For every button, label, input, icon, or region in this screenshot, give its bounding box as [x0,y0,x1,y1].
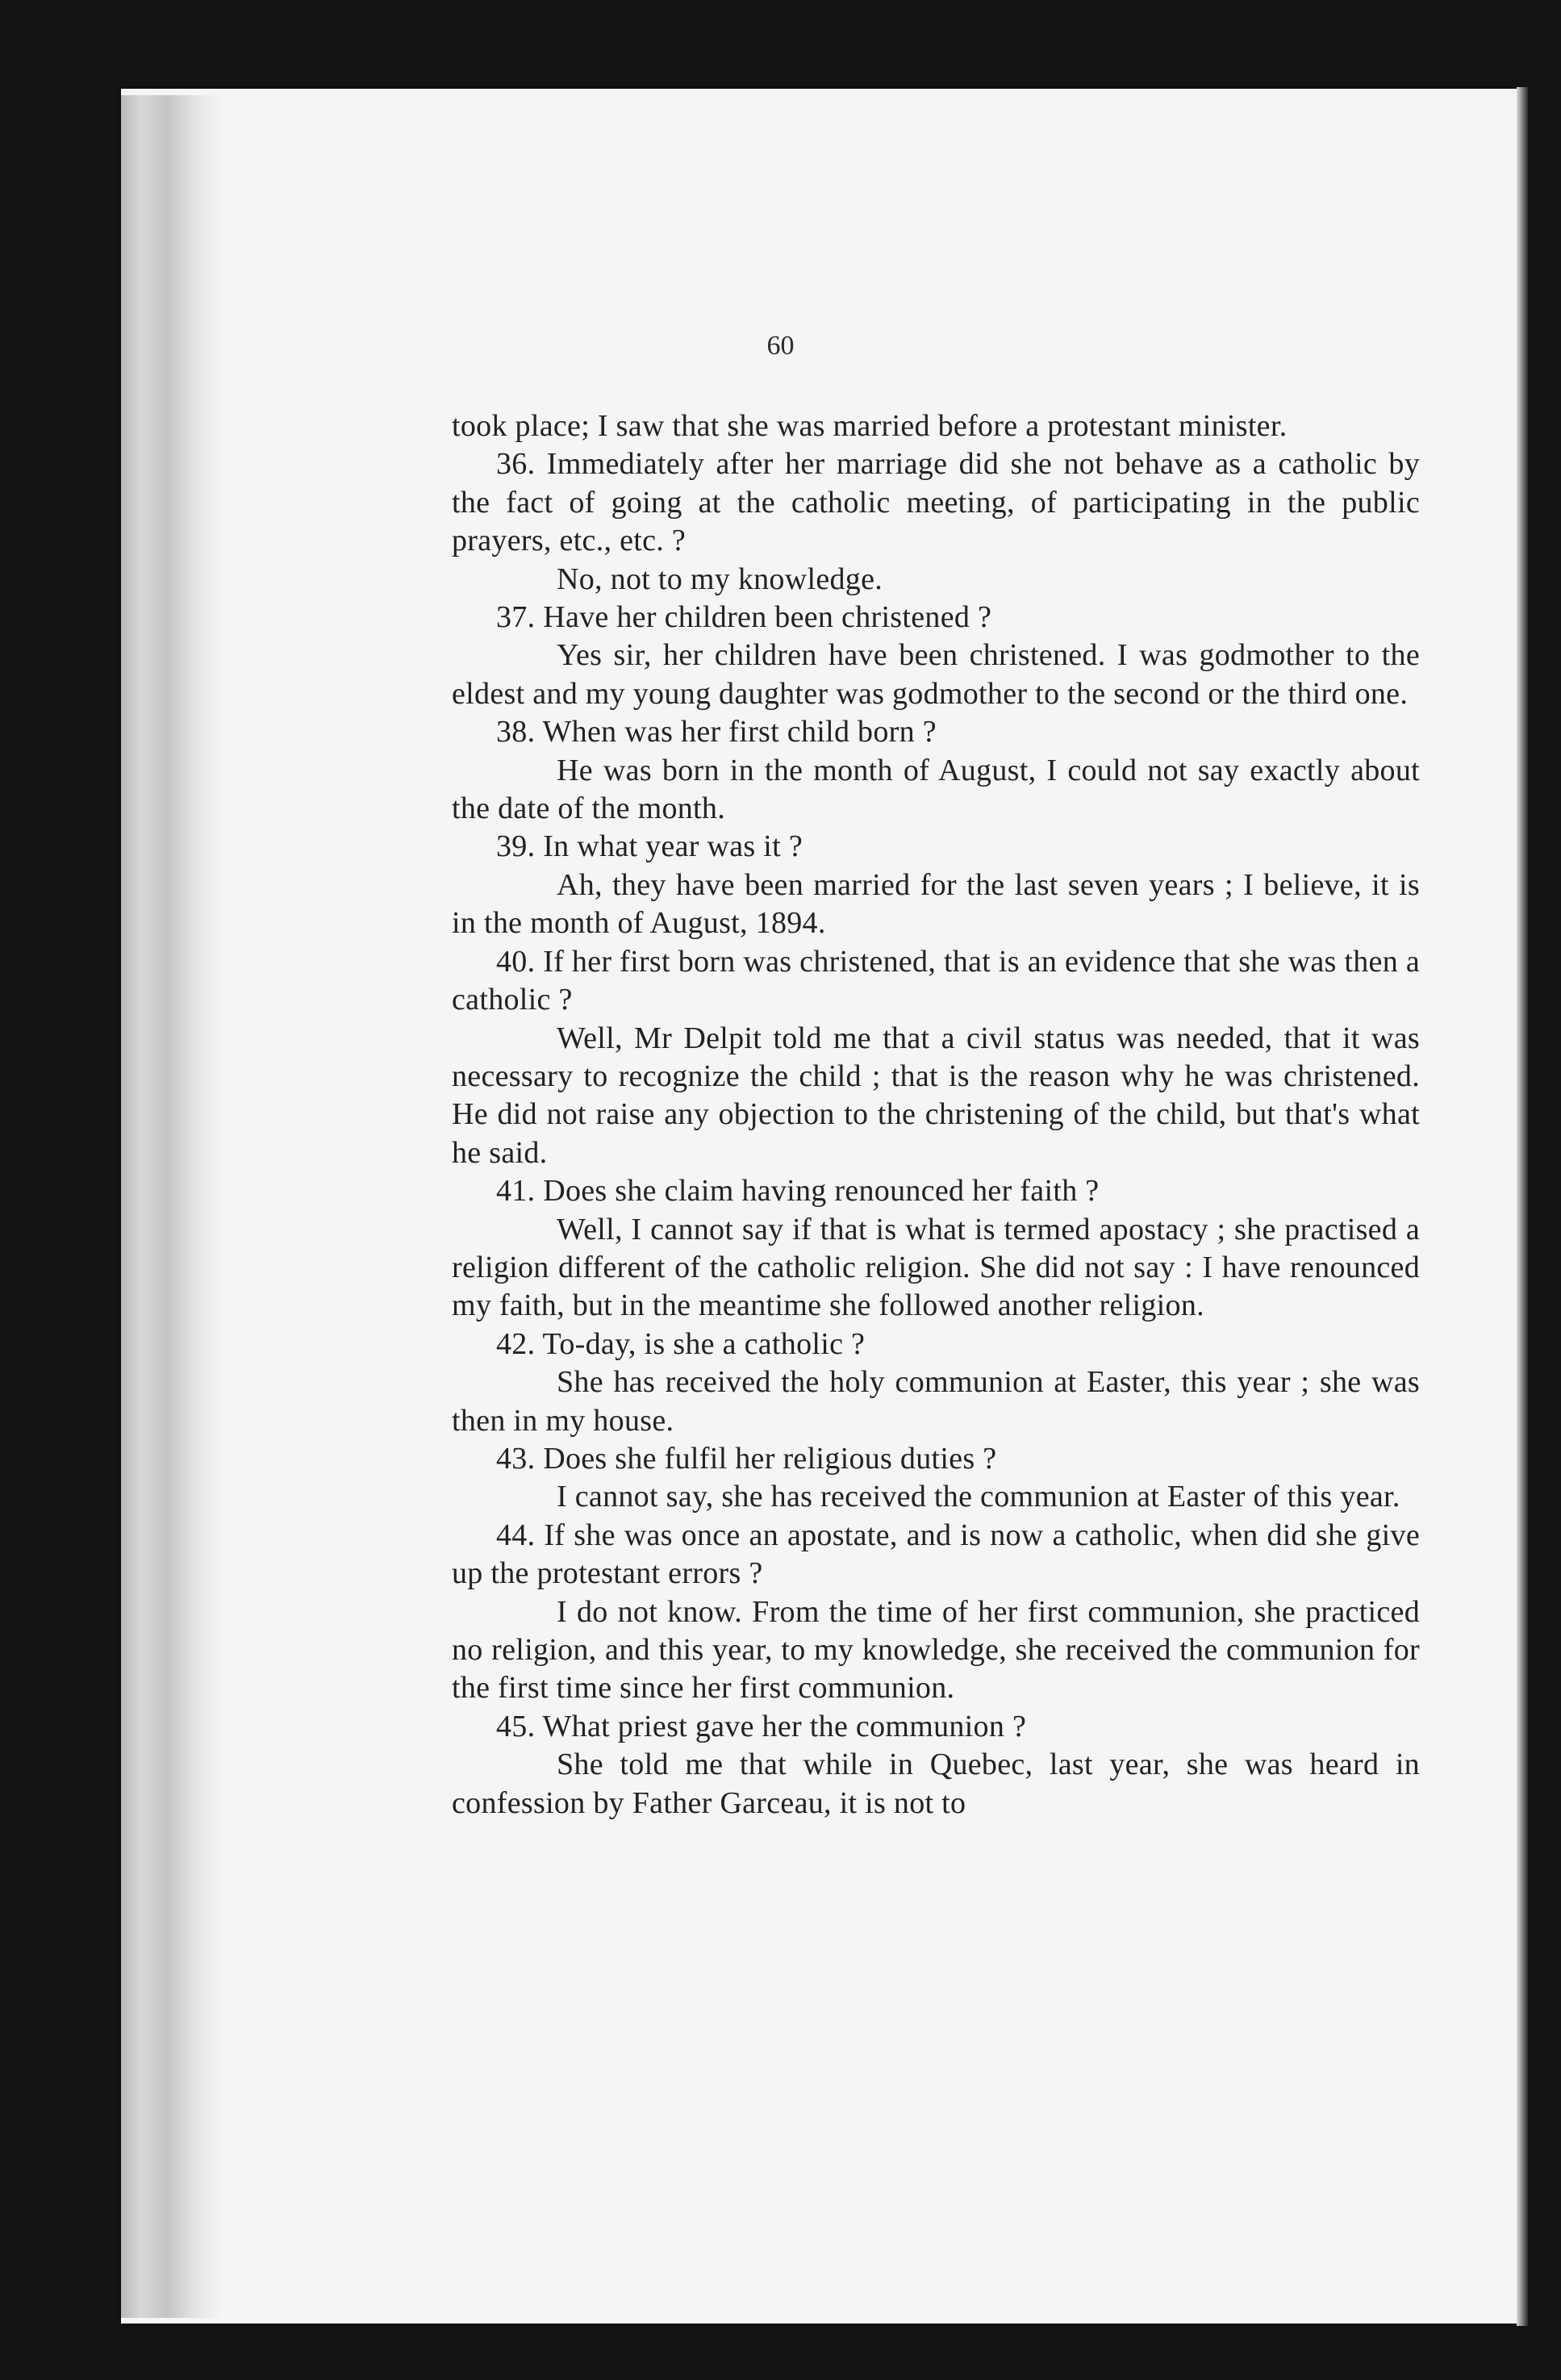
question-36: 36. Immediately after her marriage did she not behave as a catholic by the fact of going at the catholic meeting, of participating in the public prayers, etc., etc. ? [452,447,1420,558]
answer-42: She has received the holy communion at Easter, this year ; she was then in my house. [452,1365,1420,1438]
page-edge [1517,87,1528,2326]
page-number: 60 [766,331,795,361]
answer-40: Well, Mr Delpit told me that a civil status was needed, that it was necessary to recognize the child ; that is the reason why he was christened. He did not raise any objection to the christening of the child, but that's what he said. [452,1021,1420,1170]
question-38: 38. When was her first child born ? [496,715,937,749]
answer-38: He was born in the month of August, I could not say exactly about the date of the month. [452,753,1420,826]
question-41: 41. Does she claim having renounced her faith ? [496,1174,1100,1209]
question-43: 43. Does she fulfil her religious duties ? [496,1441,997,1476]
answer-37: Yes sir, her children have been christened. I was godmother to the eldest and my young daughter was godmother to the second or the third one. [452,638,1420,711]
answer-44: I do not know. From the time of her first communion, she practiced no religion, and this year, to my knowledge, she received the communion for the first time since her first communion. [452,1594,1420,1706]
page-body [452,407,1420,1823]
question-37: 37. Have her children been christened ? [496,600,992,635]
answer-39: Ah, they have been married for the last seven years ; I believe, it is in the month of August, 1894. [452,867,1420,941]
answer-45: She told me that while in Quebec, last year, she was heard in confession by Father Garceau, it is not to [452,1747,1420,1820]
question-39: 39. In what year was it ? [496,829,803,864]
answer-36: No, not to my knowledge. [557,562,883,596]
paragraph: took place; I saw that she was married before a protestant minister. [452,409,1288,443]
question-44: 44. If she was once an apostate, and is now a catholic, when did she give up the protestant errors ? [452,1518,1420,1591]
question-40: 40. If her first born was christened, that is an evidence that she was then a catholic ? [452,944,1420,1017]
question-45: 45. What priest gave her the communion ? [496,1709,1027,1743]
answer-41: Well, I cannot say if that is what is termed apostacy ; she practised a religion different of the catholic religion. She did not say : I have renounced my faith, but in the meantime she followed another religion. [452,1212,1420,1323]
page-binding-gutter [121,95,222,2318]
answer-43: I cannot say, she has received the communion at Easter of this year. [557,1480,1400,1514]
question-42: 42. To-day, is she a catholic ? [496,1326,866,1361]
